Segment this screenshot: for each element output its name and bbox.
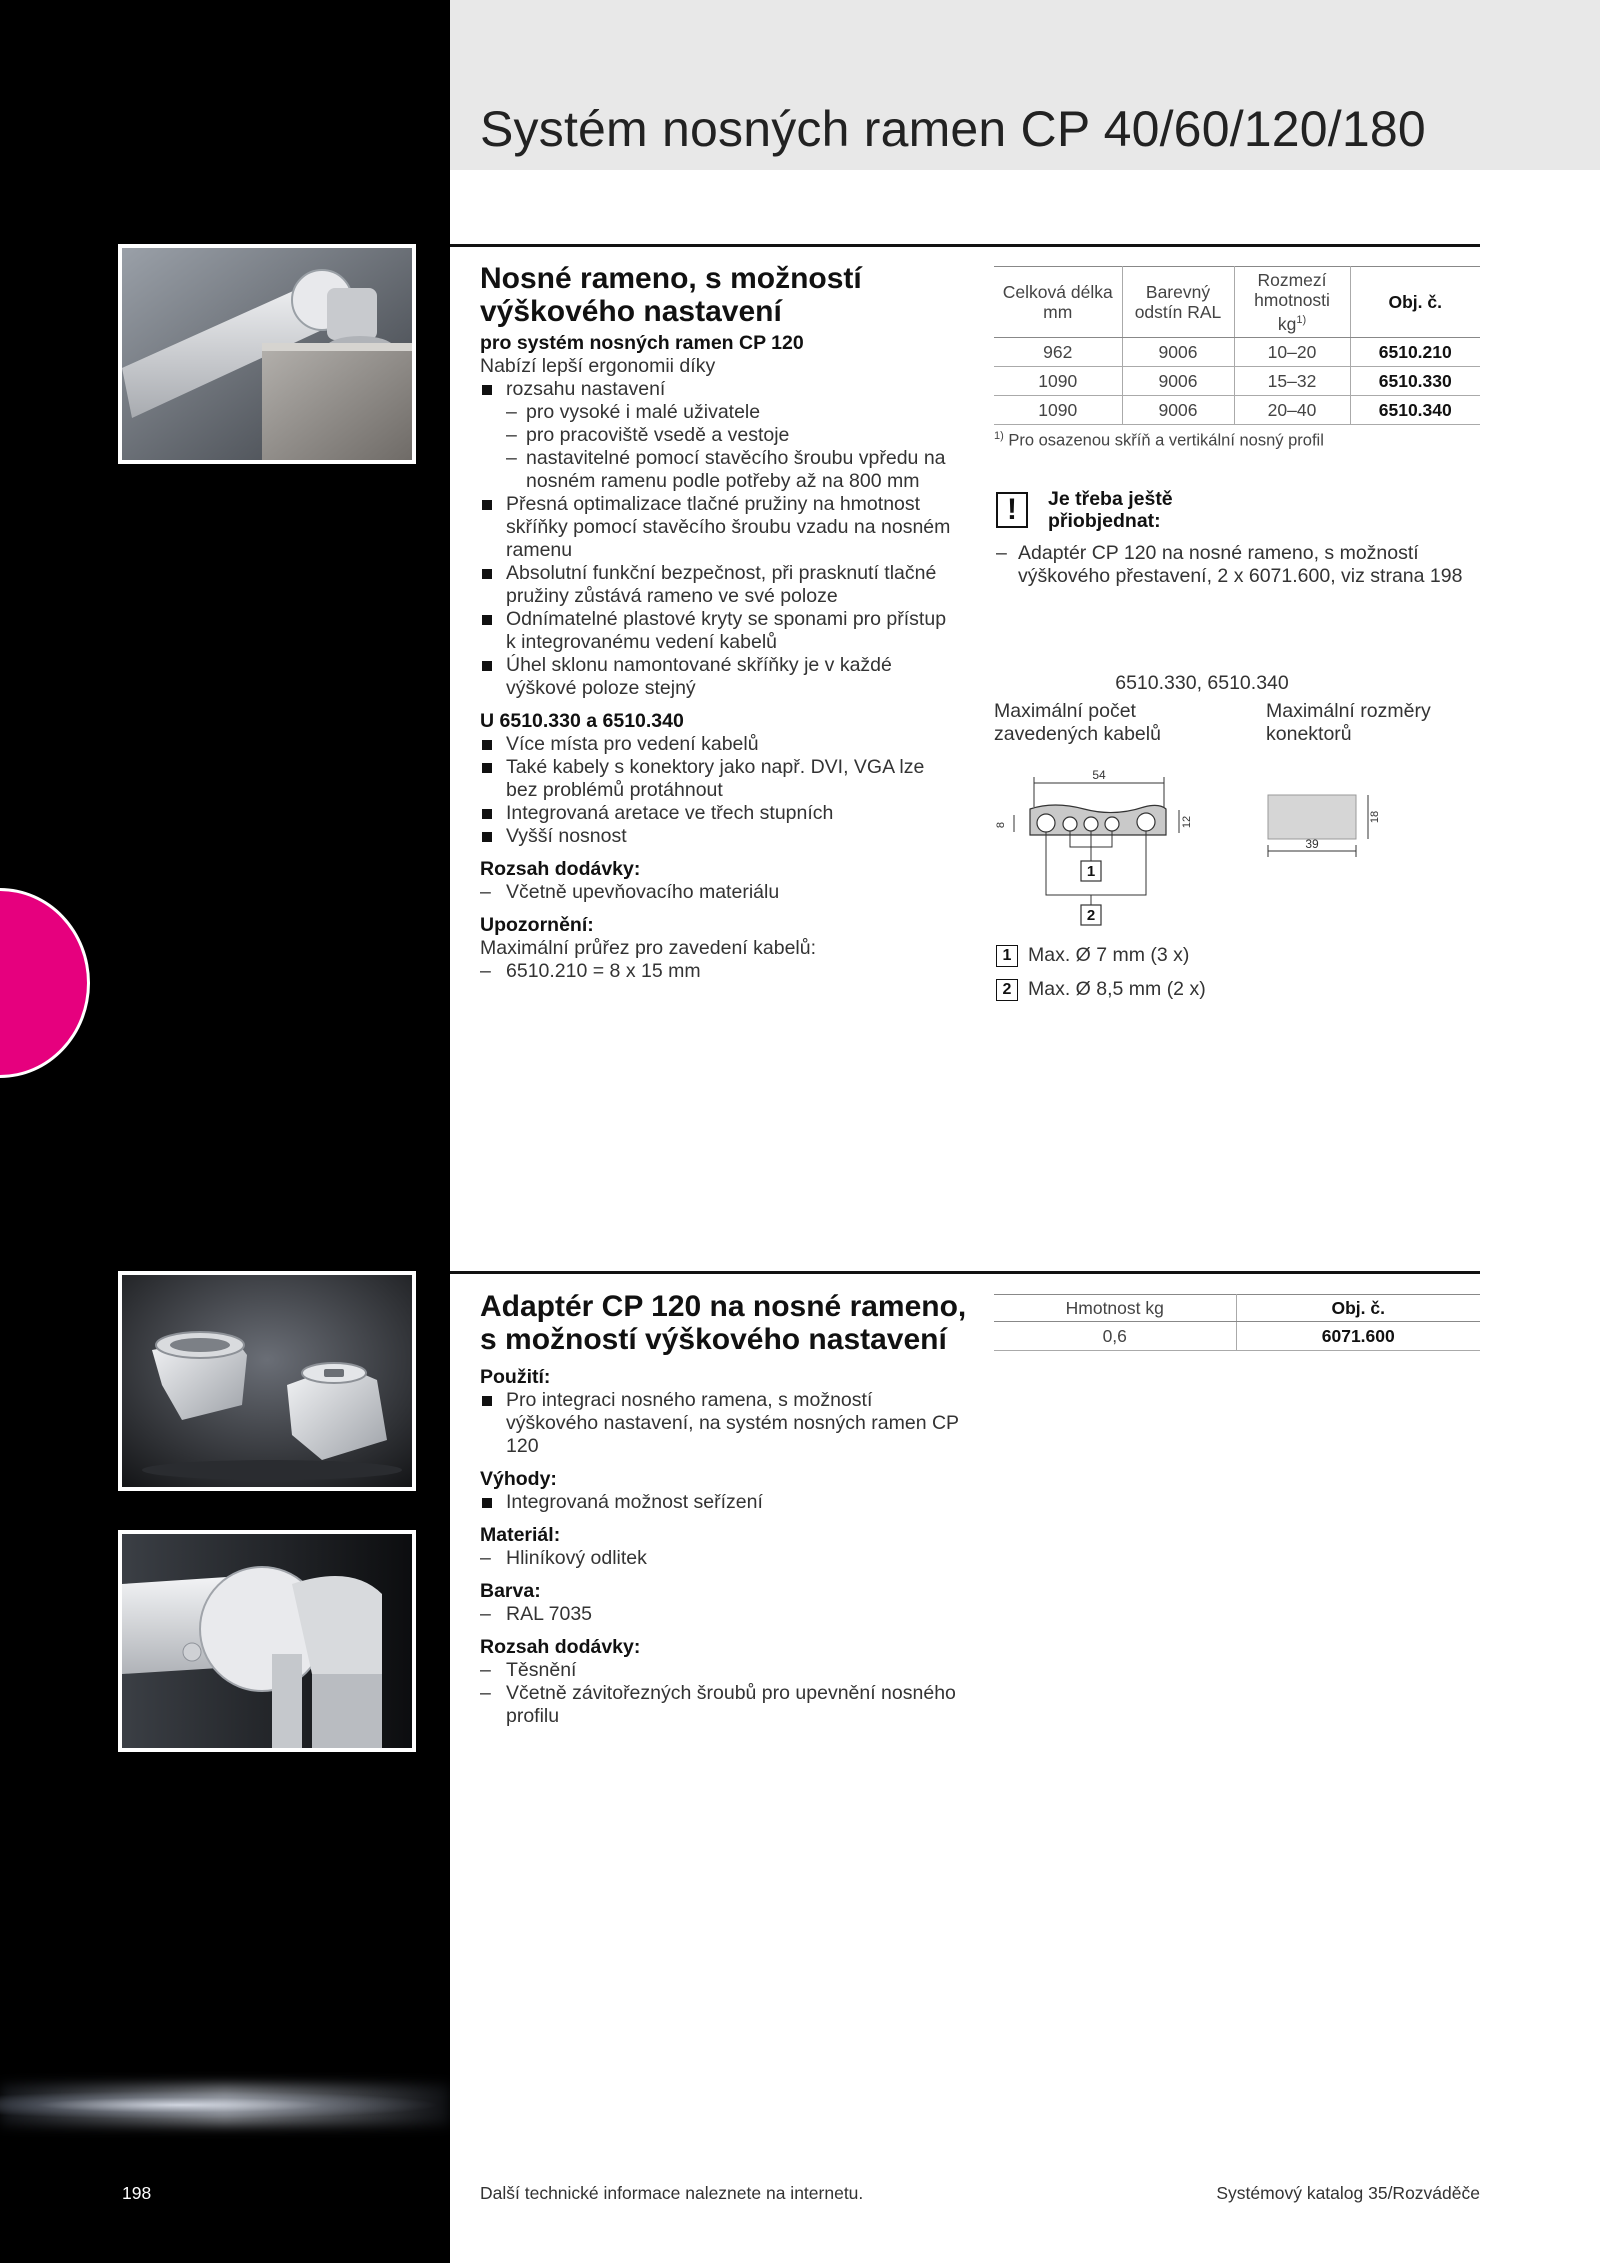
diagram-title-wrap <box>994 672 1480 695</box>
diagram-title: 6510.330, 6510.340 <box>1115 672 1289 694</box>
cell: 15–32 <box>1234 366 1350 395</box>
cell: 9006 <box>1122 395 1234 424</box>
cable-hole <box>1105 817 1119 831</box>
section1-bullets <box>480 378 960 700</box>
list-item: Více místa pro vedení kabelů <box>480 733 960 756</box>
material-list <box>480 1547 960 1570</box>
vyhody-list <box>480 1491 960 1514</box>
cell: 6510.210 <box>1350 337 1480 366</box>
spec-table-1-wrap <box>994 266 1480 450</box>
header-order-no: Obj. č. <box>1350 267 1480 338</box>
vyhody-heading: Výhody: <box>480 1468 557 1490</box>
page-number: 198 <box>122 2183 152 2203</box>
product-photo-adapter <box>118 1271 416 1491</box>
cable-hole <box>1084 817 1098 831</box>
dim-label-18: 18 <box>1369 810 1381 824</box>
warning-icon: ! <box>996 492 1028 528</box>
dim-label-39: 39 <box>1305 837 1319 851</box>
callout-1: 1 <box>1086 863 1096 880</box>
list-item: Úhel sklonu namontované skříňky je v každé výškové poloze stejný <box>480 654 960 700</box>
header-weight: Hmotnost kg <box>994 1295 1236 1322</box>
product-photo-support-arm <box>118 244 416 464</box>
legend-text: Max. Ø 7 mm (3 x) <box>1028 944 1190 966</box>
section2-heading: Adaptér CP 120 na nosné rameno, s možností výškového nastavení <box>480 1290 967 1356</box>
cable-hole <box>1137 813 1155 831</box>
header-order-no: Obj. č. <box>1236 1295 1480 1322</box>
cell: 9006 <box>1122 337 1234 366</box>
table-row <box>994 1322 1480 1351</box>
cell: 0,6 <box>994 1322 1236 1351</box>
list-item: – RAL 7035 <box>480 1603 960 1626</box>
list-item: Absolutní funkční bezpečnost, při prasknutí tlačné pružiny zůstává rameno ve své poloze <box>480 562 960 608</box>
cell: 6510.340 <box>1350 395 1480 424</box>
spec-table-2-wrap <box>994 1294 1480 1351</box>
cell: 1090 <box>994 366 1122 395</box>
list-item: – nastavitelné pomocí stavěcího šroubu vpředu na nosném ramenu podle potřeby až na 800 mm <box>480 447 960 493</box>
diagram-legend-1 <box>996 944 1396 967</box>
list-item: – Včetně závitořezných šroubů pro upevnění nosného profilu <box>480 1682 960 1728</box>
dim-label-54: 54 <box>1092 768 1106 782</box>
section-divider-2 <box>450 1271 1480 1274</box>
list-item: Integrovaná aretace ve třech stupních <box>480 802 960 825</box>
footer-center: Další technické informace naleznete na internetu. <box>480 2183 864 2203</box>
table-header-row <box>994 1295 1480 1322</box>
list-item: Odnímatelné plastové kryty se sponami pro přístup k integrovanému vedení kabelů <box>480 608 960 654</box>
warning-title: Je třeba ještě přiobjednat: <box>1048 488 1173 532</box>
cable-diagram <box>994 765 1414 935</box>
table-row <box>994 366 1480 395</box>
footer-right: Systémový katalog 35/Rozváděče <box>1216 2183 1480 2203</box>
spec-table-2 <box>994 1294 1480 1351</box>
table-row <box>994 395 1480 424</box>
u-heading: U 6510.330 a 6510.340 <box>480 710 684 732</box>
list-item: – 6510.210 = 8 x 15 mm <box>480 960 960 983</box>
list-item: Integrovaná možnost seřízení <box>480 1491 960 1514</box>
warning-text: – Adaptér CP 120 na nosné rameno, s možností výškového přestavení, 2 x 6071.600, viz strana 198 <box>996 542 1463 587</box>
list-item: – pro pracoviště vsedě a vestoje <box>480 424 960 447</box>
pouziti-list <box>480 1389 960 1458</box>
table-header-row <box>994 267 1480 338</box>
diagram-legend-2 <box>996 978 1396 1001</box>
header-color: Barevný odstín RAL <box>1122 267 1234 338</box>
cell: 20–40 <box>1234 395 1350 424</box>
rozsah-list <box>480 881 960 904</box>
cell: 6510.330 <box>1350 366 1480 395</box>
section1-text <box>480 262 960 983</box>
light-streak-soft <box>0 2085 450 2125</box>
legend-num: 1 <box>996 945 1018 967</box>
list-item: – Hliníkový odlitek <box>480 1547 960 1570</box>
product-photo-arm-joint <box>118 1530 416 1752</box>
legend-text: Max. Ø 8,5 mm (2 x) <box>1028 978 1206 1000</box>
connector-shape <box>1268 795 1356 839</box>
spec-table-1 <box>994 266 1480 425</box>
section1-subheading: pro systém nosných ramen CP 120 <box>480 332 804 354</box>
legend-num: 2 <box>996 979 1018 1001</box>
dim-label-12: 12 <box>1181 815 1193 829</box>
rozsah2-heading: Rozsah dodávky: <box>480 1636 641 1658</box>
table-footnote: $^{1)}$ Pro osazenou skříň a vertikální nosný profil <box>994 429 1324 450</box>
list-item: Pro integraci nosného ramena, s možností výškového nastavení, na systém nosných ramen CP 120 <box>480 1389 960 1458</box>
cell: 9006 <box>1122 366 1234 395</box>
header-weight: Rozmezí hmotnosti $kg^{1)}$ <box>1234 267 1350 338</box>
cell: 10–20 <box>1234 337 1350 366</box>
list-item: Přesná optimalizace tlačné pružiny na hmotnost skříňky pomocí stavěcího šroubu vzadu na nosném ramenu <box>480 493 960 562</box>
list-item: – Včetně upevňovacího materiálu <box>480 881 960 904</box>
list-item: Také kabely s konektory jako např. DVI, VGA lze bez problémů protáhnout <box>480 756 960 802</box>
dim-label-8: 8 <box>995 821 1007 829</box>
list-item: – pro vysoké i malé uživatele <box>480 401 960 424</box>
section1-intro: Nabízí lepší ergonomii díky <box>480 355 716 377</box>
cell: 1090 <box>994 395 1122 424</box>
list-item: rozsahu nastavení <box>480 378 960 401</box>
cell: 962 <box>994 337 1122 366</box>
u-bullets <box>480 733 960 848</box>
page-title: Systém nosných ramen CP 40/60/120/180 <box>480 101 1426 157</box>
cable-hole <box>1063 817 1077 831</box>
list-item: Vyšší nosnost <box>480 825 960 848</box>
diagram-right-label: Maximální rozměry konektorů <box>1266 700 1431 745</box>
upozorneni-list <box>480 960 960 983</box>
barva-list <box>480 1603 960 1626</box>
header-length: Celková délka mm <box>994 267 1122 338</box>
section1-heading: Nosné rameno, s možností výškového nastavení <box>480 262 862 328</box>
rozsah-heading: Rozsah dodávky: <box>480 858 641 880</box>
table-row <box>994 337 1480 366</box>
pouziti-heading: Použití: <box>480 1366 551 1388</box>
callout-2: 2 <box>1086 907 1096 924</box>
material-heading: Materiál: <box>480 1524 561 1546</box>
section-divider-1 <box>450 244 1480 247</box>
diagram-left-label: Maximální počet zavedených kabelů <box>994 700 1161 745</box>
upozorneni-text: Maximální průřez pro zavedení kabelů: <box>480 937 817 959</box>
list-item: – Těsnění <box>480 1659 960 1682</box>
upozorneni-heading: Upozornění: <box>480 914 594 936</box>
barva-heading: Barva: <box>480 1580 541 1602</box>
cell: 6071.600 <box>1236 1322 1480 1351</box>
cable-hole <box>1037 814 1055 832</box>
rozsah2-list <box>480 1659 960 1728</box>
section2-text <box>480 1290 967 1728</box>
